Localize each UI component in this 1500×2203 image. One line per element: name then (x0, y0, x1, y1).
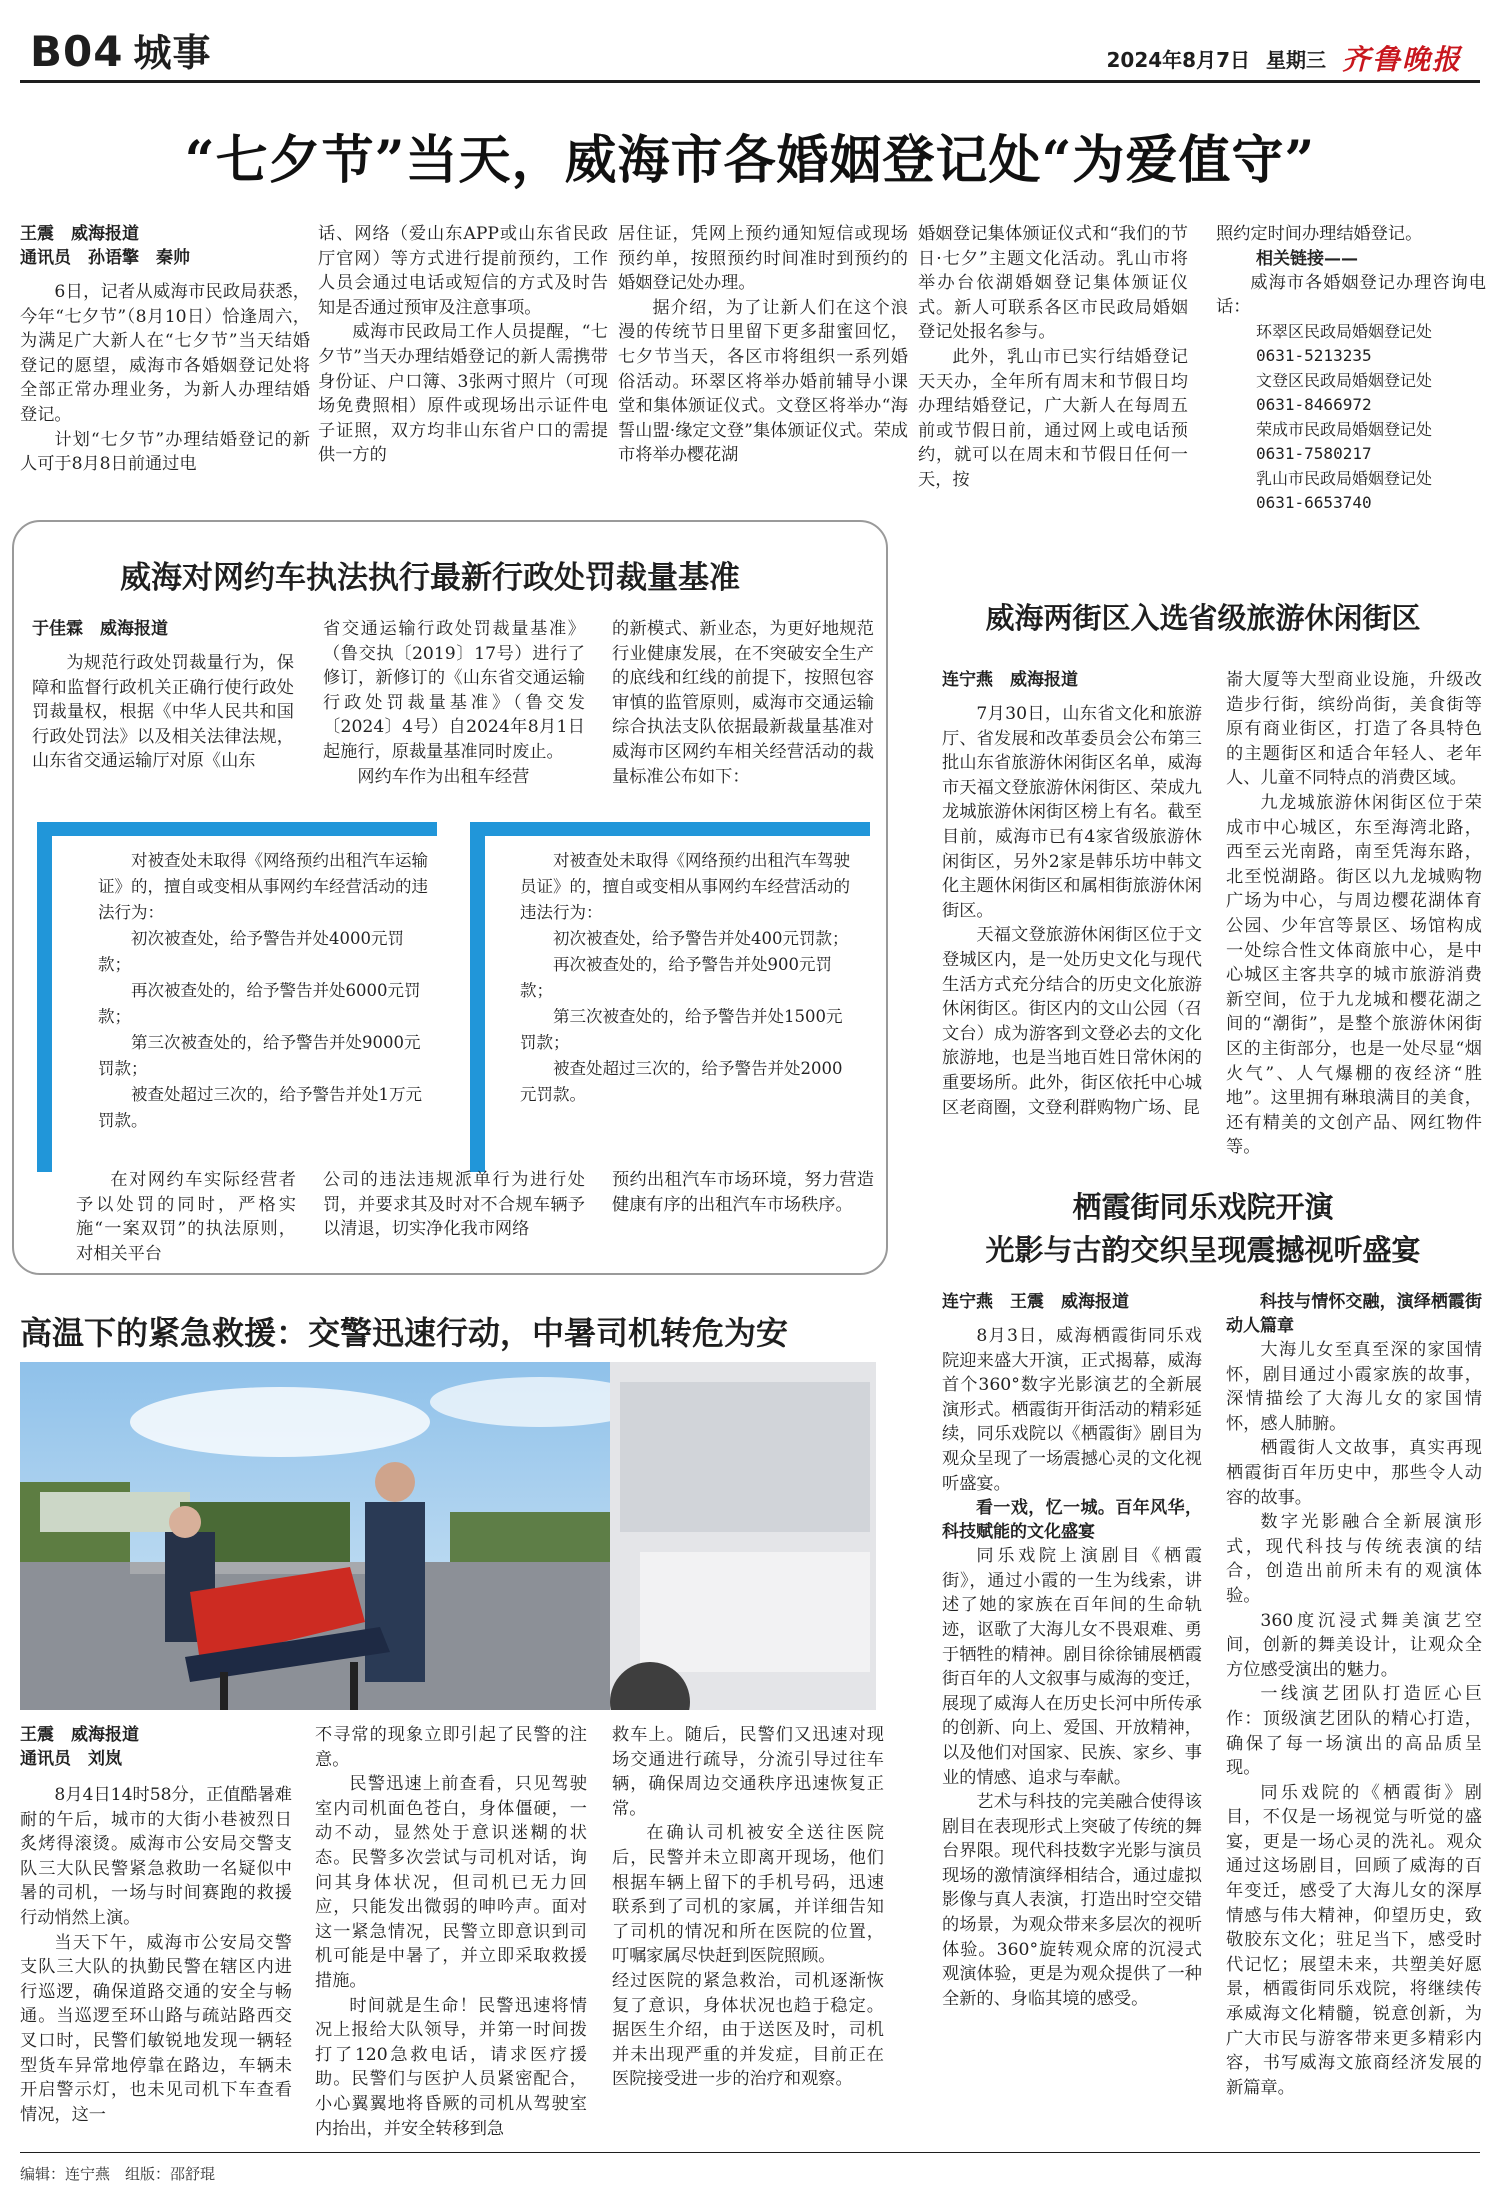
contact-phone: 0631-7580217 (1256, 444, 1372, 464)
a5-paragraph: 360度沉浸式舞美演艺空间，创新的舞美设计，让观众全方位感受演出的魅力。 (1226, 1610, 1482, 1680)
editor-credits: 编辑：连宁燕 组版：邵舒琨 (20, 2165, 216, 2183)
a5-paragraph: 栖霞街人文故事，真实再现栖霞街百年历史中，那些令人动容的故事。 (1226, 1438, 1482, 1508)
a5-paragraph: 数字光影融合全新展演形式，现代科技与传统表演的结合，创造出前所未有的观演体验。 (1226, 1512, 1482, 1606)
penalty-box-bar (470, 822, 485, 1172)
contact-phone: 0631-6653740 (1256, 493, 1372, 513)
a3-paragraph: 当天下午，威海市公安局交警支队三大队的执勤民警在辖区内进行巡逻，确保道路交通的安全与畅通。当巡逻至环山路与疏站路西交叉口时，民警们敏锐地发现一辆轻型货车异常地停靠在路边，车辆未开启警示灯，也未见司机下车查看情况，这一 (20, 1932, 292, 2125)
a3-paragraph: 时间就是生命！民警迅速将情况上报给大队领导，并第一时间拨打了120急救电话，请求医疗援助。民警们与医护人员紧密配合，小心翼翼地将昏厥的司机从驾驶室内抬出，并安全转移到急 (315, 1995, 587, 2139)
rescue-scene-image (20, 1362, 876, 1710)
a5-col2 (1226, 1290, 1482, 2100)
headline-tourism-streets: 威海两街区入选省级旅游休闲街区 (985, 601, 1421, 635)
a2-byline: 于佳霖 威海报道 (32, 619, 168, 639)
a2-paragraph: 在对网约车实际经营者予以处罚的同时，严格实施“一案双罚”的执法原则，对相关平台 (76, 1170, 296, 1264)
section-name: 城事 (133, 31, 212, 75)
a4-col2 (1226, 668, 1482, 1160)
a2-paragraph: 网约车作为出租车经营 (357, 766, 530, 787)
penalty-line: 对被查处未取得《网络预约出租汽车驾驶员证》的，擅自或变相从事网约车经营活动的违法行为： (520, 851, 850, 922)
penalty-line: 对被查处未取得《网络预约出租汽车运输证》的，擅自或变相从事网约车经营活动的违法行为： (98, 851, 428, 922)
a1-paragraph: 计划“七夕节”办理结婚登记的新人可于8月8日前通过电 (20, 429, 310, 475)
newspaper-logo: 齐鲁晚报 (1341, 43, 1462, 76)
a1-paragraph: 威海市民政局工作人员提醒，“七夕节”当天办理结婚登记的新人需携带身份证、户口簿、3张两寸照片（可现场免费照相）原件或现场出示证件电子证照，双方均非山东省户口的需提供一方的 (318, 322, 608, 466)
a1-byline-correspondent: 通讯员 孙语擎 秦帅 (20, 248, 190, 268)
weekday: 星期三 (1265, 47, 1326, 72)
headline-theater: 栖霞街同乐戏院开演 (1072, 1190, 1334, 1224)
a2-end-col1 (76, 1168, 296, 1266)
a1-paragraph: 照约定时间办理结婚登记。 (1216, 224, 1423, 244)
penalty-box-bar (470, 822, 870, 836)
footer-rule (20, 2152, 1480, 2153)
a5-subhead: 科技与情怀交融，演绎栖霞街动人篇章 (1226, 1292, 1482, 1336)
related-links-title: 相关链接—— (1256, 248, 1358, 269)
a2-col3 (612, 617, 874, 789)
a2-end-col3 (612, 1168, 874, 1217)
a1-byline: 王震 威海报道 (20, 224, 139, 244)
a2-paragraph: 省交通运输行政处罚裁量基准》（鲁交执〔2019〕17号）进行了修订，新修订的《山东省交通运输行政处罚裁量基准》（鲁交发〔2024〕4号）自2024年8月1日起施行，原裁量基准同时废止。 (323, 619, 585, 762)
a5-paragraph: 8月3日，威海栖霞街同乐戏院迎来盛大开演，正式揭幕，威海首个360°数字光影演艺的全新展演形式。栖霞街开街活动的精彩延续，同乐戏院以《栖霞街》剧目为观众呈现了一场震撼心灵的文化视听盛宴。 (942, 1326, 1202, 1494)
penalty-rules-driver (520, 848, 850, 1108)
a2-paragraph: 公司的违法违规派单行为进行处罚，并要求其及时对不合规车辆予以清退，切实净化我市网络 (323, 1170, 585, 1240)
a2-paragraph: 为规范行政处罚裁量行为，保障和监督行政机关正确行使行政处罚裁量权，根据《中华人民共和国行政处罚法》以及相关法律法规，山东省交通运输厅对原《山东 (32, 653, 294, 772)
a5-paragraph: 一线演艺团队打造匠心巨作：顶级演艺团队的精心打造，确保了每一场演出的高品质呈现。 (1226, 1684, 1482, 1779)
headline-qixi: “七夕节”当天，威海市各婚姻登记处“为爱值守” (184, 130, 1316, 191)
contact-name: 乳山市民政局婚姻登记处 (1256, 468, 1433, 488)
a3-paragraph: 经过医院的紧急救治，司机逐渐恢复了意识，身体状况也趋于稳定。据医生介绍，由于送医及时，司机并未出现严重的并发症，目前正在医院接受进一步的治疗和观察。 (612, 1970, 884, 2090)
issue-date: 2024年8月7日 (1106, 47, 1250, 72)
a5-paragraph: 同乐戏院上演剧目《栖霞街》，通过小霞的一生为线索，讲述了她的家族在百年间的生命轨迹，讴歌了大海儿女不畏艰难、勇于牺牲的精神。剧目徐徐铺展栖霞街百年的人文叙事与威海的变迁，展现了威海人在历史长河中所传承的创新、向上、爱国、开放精神，以及他们对国家、民族、家乡、事业的情感、追求与奉献。 (942, 1546, 1202, 1788)
headline-heatstroke: 高温下的紧急救援：交警迅速行动，中暑司机转危为安 (20, 1314, 789, 1352)
a3-byline-correspondent: 通讯员 刘岚 (20, 1749, 122, 1769)
a1-paragraph: 此外，乳山市已实行结婚登记天天办，全年所有周末和节假日均办理结婚登记，广大新人在每周五前或节假日前，通过网上或电话预约，就可以在周末和节假日任何一天，按 (918, 346, 1188, 490)
a1-col4 (918, 222, 1188, 493)
penalty-box-bar (37, 822, 437, 836)
a3-byline: 王震 威海报道 (20, 1725, 139, 1745)
a4-paragraph: 天福文登旅游休闲街区位于文登城区内，是一处历史文化与现代生活方式充分结合的历史文化旅游休闲街区。街区内的文山公园（召文台）成为游客到文登必去的文化旅游地，也是当地百姓日常休闲的重要场所。此外，街区依托中心城区老商圈，文登利群购物广场、昆 (942, 925, 1202, 1118)
a4-col1 (942, 668, 1202, 1120)
a3-paragraph: 民警迅速上前查看，只见驾驶室内司机面色苍白，身体僵硬，一动不动，显然处于意识迷糊的状态。民警多次尝试与司机对话，询问其身体状况，但司机已无力回应，只能发出微弱的呻吟声。面对这一紧急情况，民警立即意识到司机可能是中暑了，并立即采取救援措施。 (315, 1774, 587, 1991)
a3-col1 (20, 1723, 292, 2127)
contact-list (1216, 320, 1486, 516)
contact-name: 荣成市民政局婚姻登记处 (1256, 419, 1433, 439)
a5-subhead: 看一戏，忆一城。百年风华，科技赋能的文化盛宴 (942, 1498, 1202, 1543)
subheadline-theater: 光影与古韵交织呈现震撼视听盛宴 (985, 1233, 1421, 1267)
a2-paragraph: 的新模式、新业态，为更好地规范行业健康发展，在不突破安全生产的底线和红线的前提下，按照包容审慎的监管原则，威海市交通运输综合执法支队依据最新裁量基准对威海市区网约车相关经营活动的裁量标准公布如下： (612, 619, 874, 787)
a2-col2 (323, 617, 585, 789)
penalty-line: 第三次被查处的，给予警告并处9000元罚款； (98, 1033, 421, 1078)
a3-paragraph: 不寻常的现象立即引起了民警的注意。 (315, 1725, 587, 1770)
penalty-line: 被查处超过三次的，给予警告并处2000元罚款。 (520, 1059, 843, 1104)
a3-paragraph: 在确认司机被安全送往医院后，民警并未立即离开现场，他们根据车辆上留下的手机号码，迅速联系到了司机的家属，并详细告知了司机的情况和所在医院的位置，叮嘱家属尽快赶到医院照顾。 (612, 1823, 884, 1967)
a1-col5 (1216, 222, 1486, 516)
a1-paragraph: 6日，记者从威海市民政局获悉，今年“七夕节”（8月10日）恰逢周六，为满足广大新人在“七夕节”当天结婚登记的愿望，威海市各婚姻登记处将全部正常办理业务，为新人办理结婚登记。 (20, 282, 310, 425)
a3-paragraph: 救车上。随后，民警们又迅速对现场交通进行疏导，分流引导过往车辆，确保周边交通秩序迅速恢复正常。 (612, 1725, 884, 1819)
a1-paragraph: 话、网络（爱山东APP或山东省民政厅官网）等方式进行提前预约，工作人员会通过电话或短信的方式及时告知是否通过预审及注意事项。 (318, 224, 608, 318)
header-rule (20, 80, 1480, 83)
a5-paragraph: 艺术与科技的完美融合使得该剧目在表现形式上突破了传统的舞台界限。现代科技数字光影与演员现场的激情演绎相结合，通过虚拟影像与真人表演，打造出时空交错的场景，为观众带来多层次的视听体验。360°旋转观众席的沉浸式观演体验，更是为观众提供了一种全新的、身临其境的感受。 (942, 1792, 1202, 2009)
a5-byline: 连宁燕 王震 威海报道 (942, 1292, 1129, 1312)
a1-col3 (618, 222, 908, 468)
page-number: B04 城事 (30, 27, 212, 76)
masthead (1106, 38, 1462, 78)
penalty-line: 初次被查处，给予警告并处400元罚款； (553, 929, 849, 948)
penalty-line: 被查处超过三次的，给予警告并处1万元罚款。 (98, 1085, 422, 1130)
rescue-photo (20, 1362, 876, 1710)
a4-paragraph: 九龙城旅游休闲街区位于荣成市中心城区，东至海湾北路，西至云光南路，南至凭海东路，北至悦湖路。街区以九龙城购物广场为中心，与周边樱花湖体育公园、少年宫等景区、场馆构成一处综合性文体商旅中心，是中心城区主客共享的城市旅游消费新空间，位于九龙城和樱花湖之间的“潮街”，是整个旅游休闲街区的主街部分，也是一处尽显“烟火气”、人气爆棚的夜经济“胜地”。这里拥有琳琅满目的美食，还有精美的文创产品、网红物件等。 (1226, 792, 1482, 1158)
a1-col2 (318, 222, 608, 468)
related-links-desc: 威海市各婚姻登记办理咨询电话： (1216, 272, 1486, 318)
a1-paragraph: 婚姻登记集体颁证仪式和“我们的节日·七夕”主题文化活动。乳山市将举办台依湖婚姻登记集体颁证仪式。新人可联系各区市民政局婚姻登记处报名参与。 (918, 224, 1188, 343)
a2-paragraph: 预约出租汽车市场环境，努力营造健康有序的出租汽车市场秩序。 (612, 1170, 874, 1215)
a5-paragraph: 大海儿女至真至深的家国情怀，剧目通过小霞家族的故事，深情描绘了大海儿女的家国情怀，感人肺腑。 (1226, 1340, 1482, 1434)
a3-col2 (315, 1723, 587, 2141)
penalty-rules-vehicle (98, 848, 428, 1134)
a3-paragraph: 8月4日14时58分，正值酷暑难耐的午后，城市的大街小巷被烈日炙烤得滚烫。威海市公安局交警支队三大队民警紧急救助一名疑似中暑的司机，一场与时间赛跑的救援行动悄然上演。 (20, 1785, 292, 1928)
a1-paragraph: 居住证，凭网上预约通知短信或现场预约单，按照预约时间准时到预约的婚姻登记处办理。 (618, 224, 908, 294)
contact-phone: 0631-5213235 (1256, 346, 1372, 366)
a5-col1 (942, 1290, 1202, 2011)
penalty-line: 再次被查处的，给予警告并处6000元罚款； (98, 981, 421, 1026)
contact-name: 文登区民政局婚姻登记处 (1256, 370, 1433, 390)
a4-byline: 连宁燕 威海报道 (942, 670, 1078, 690)
penalty-line: 第三次被查处的，给予警告并处1500元罚款； (520, 1007, 843, 1052)
contact-name: 环翠区民政局婚姻登记处 (1256, 321, 1433, 341)
a4-paragraph: 7月30日，山东省文化和旅游厅、省发展和改革委员会公布第三批山东省旅游休闲街区名单，威海市天福文登旅游休闲街区、荣成九龙城旅游休闲街区榜上有名。截至目前，威海市已有4家省级旅游休闲街区，另外2家是韩乐坊中韩文化主题休闲街区和属相街旅游休闲街区。 (942, 704, 1202, 921)
a1-paragraph: 据介绍，为了让新人们在这个浪漫的传统节日里留下更多甜蜜回忆，七夕节当天，各区市将组织一系列婚俗活动。环翠区将举办婚前辅导小课堂和集体颁证仪式。文登区将举办“海誓山盟·缘定文登”集体颁证仪式。荣成市将举办樱花湖 (618, 297, 908, 466)
a5-paragraph: 同乐戏院的《栖霞街》剧目，不仅是一场视觉与听觉的盛宴，更是一场心灵的洗礼。观众通过这场剧目，回顾了威海的百年变迁，感受了大海儿女的深厚情感与伟大精神，仰望历史，致敬胶东文化；驻足当下，感受时代记忆；展望未来，共塑美好愿景，栖霞街同乐戏院，将继续传承威海文化精髓，锐意创新，为广大市民与游客带来更多精彩内容，书写威海文旅商经济发展的新篇章。 (1226, 1782, 1482, 2098)
penalty-box-bar (37, 822, 52, 1172)
contact-phone: 0631-8466972 (1256, 395, 1372, 415)
penalty-line: 再次被查处的，给予警告并处900元罚款； (520, 955, 832, 1000)
headline-ride-hailing: 威海对网约车执法执行最新行政处罚裁量基准 (120, 560, 740, 596)
a3-col3 (612, 1723, 884, 2092)
a2-col1 (32, 617, 294, 774)
a1-col1 (20, 222, 310, 477)
a4-paragraph: 嵛大厦等大型商业设施，升级改造步行街，缤纷尚街，美食街等原有商业街区，打造了各具特色的主题街区和适合年轻人、老年人、儿童不同特点的消费区域。 (1226, 670, 1482, 789)
a2-end-col2 (323, 1168, 585, 1242)
penalty-line: 初次被查处，给予警告并处4000元罚款； (98, 929, 404, 974)
